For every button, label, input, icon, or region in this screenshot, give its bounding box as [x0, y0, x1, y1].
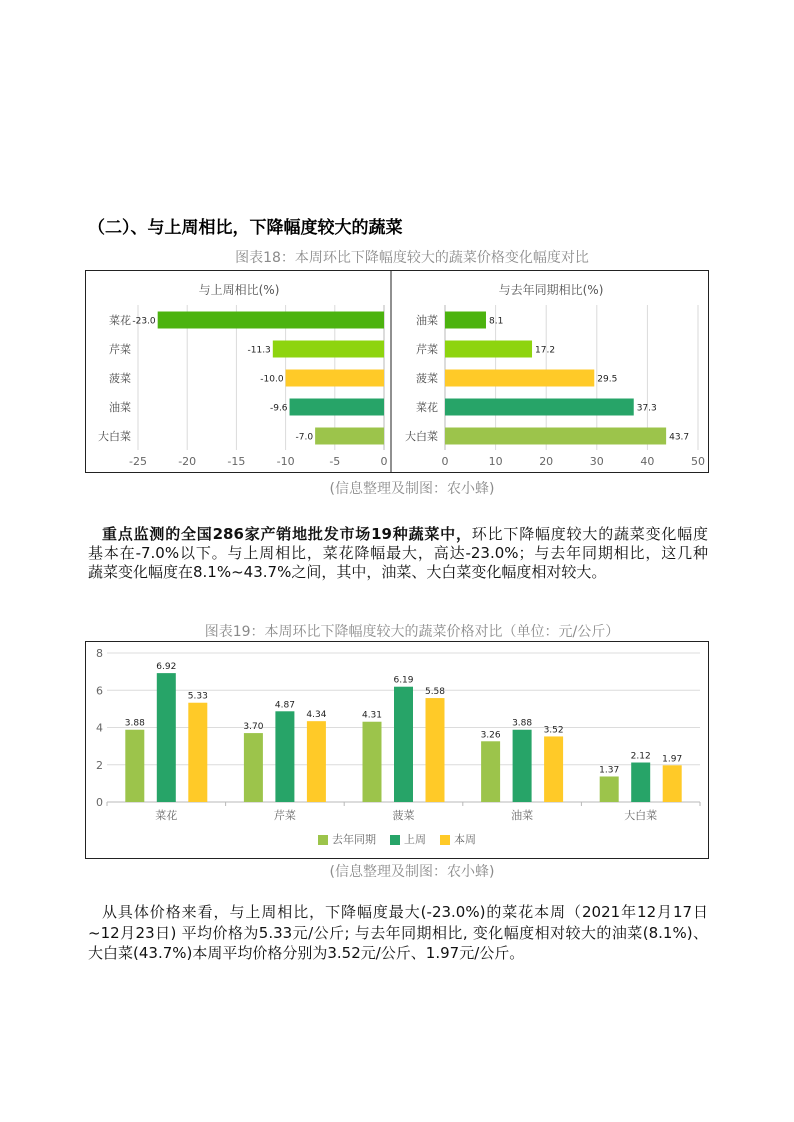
paragraph-2-line-2: ~12月23日) 平均价格为5.33元/公斤; 与去年同期相比, 变化幅度相对较大的油菜(8.1%)、	[88, 923, 708, 942]
week-change-x-tick-label: -15	[227, 455, 246, 468]
legend-label: 本周	[454, 833, 476, 846]
week-change-category-label: 菜花	[109, 314, 131, 327]
year-change-category-label: 油菜	[416, 314, 438, 327]
price-value-label: 1.37	[599, 765, 620, 776]
price-value-label: 5.58	[424, 687, 446, 698]
week-change-value-label: -9.6	[269, 403, 288, 414]
paragraph-1-line-1-rest: 环比下降幅度较大的蔬菜变化幅度	[471, 525, 708, 543]
year-change-category-label: 大白菜	[405, 430, 438, 443]
price-category-label: 油菜	[511, 809, 534, 822]
week-change-value-label: -11.3	[247, 345, 271, 356]
week-change-x-tick-label: -20	[178, 455, 197, 468]
section-heading: （二）、与上周相比，下降幅度较大的蔬菜	[88, 218, 403, 238]
legend-swatch	[318, 835, 328, 845]
price-bar	[275, 711, 294, 802]
price-bar	[544, 736, 563, 802]
week-change-bar	[286, 370, 384, 387]
year-change-value-label: 37.3	[636, 403, 657, 414]
price-value-label: 3.88	[124, 718, 145, 729]
year-change-bar	[445, 428, 666, 445]
figure19-caption: 图表19：本周环比下降幅度较大的蔬菜价格对比（单位：元/公斤）	[204, 624, 620, 640]
week-change-x-tick-label: -5	[329, 455, 341, 468]
week-change-category-label: 油菜	[109, 401, 131, 414]
year-change-x-tick-label: 30	[589, 455, 604, 468]
year-change-panel-title: 与去年同期相比(%)	[498, 283, 604, 297]
price-y-tick-label: 8	[96, 647, 103, 660]
week-change-panel-title: 与上周相比(%)	[198, 283, 280, 297]
legend-swatch	[440, 835, 450, 845]
price-bar	[244, 733, 263, 802]
price-y-tick-label: 4	[96, 721, 103, 735]
price-bar	[157, 673, 176, 802]
year-change-category-label: 芹菜	[416, 343, 438, 356]
week-change-category-label: 大白菜	[98, 430, 131, 443]
year-change-bar	[445, 399, 634, 416]
price-value-label: 1.97	[662, 754, 683, 765]
price-value-label: 5.33	[187, 691, 208, 702]
change-rate-bar-chart	[85, 270, 709, 473]
price-bar	[663, 765, 682, 802]
price-bar	[426, 698, 445, 802]
year-change-category-label: 菠菜	[416, 372, 438, 385]
paragraph-2-line-1: 从具体价格来看，与上周相比，下降幅度最大(-23.0%)的菜花本周（2021年12月17日	[102, 903, 708, 921]
price-value-label: 4.31	[361, 710, 383, 721]
price-category-label: 菜花	[155, 809, 178, 822]
price-bar	[188, 703, 207, 802]
price-y-tick-label: 2	[96, 758, 103, 772]
price-value-label: 6.19	[393, 675, 414, 686]
year-change-x-tick-label: 50	[691, 455, 705, 468]
figure18-chart	[85, 270, 709, 473]
price-value-label: 3.52	[543, 725, 564, 736]
price-grouped-bar-chart	[85, 641, 709, 859]
legend-swatch	[390, 835, 400, 845]
week-change-bar	[273, 341, 384, 358]
legend-item	[440, 833, 476, 847]
week-change-value-label: -23.0	[132, 316, 156, 327]
year-change-x-tick-label: 20	[539, 455, 554, 468]
year-change-x-tick-label: 10	[488, 455, 503, 468]
paragraph-1-line-1	[88, 525, 708, 544]
price-bar	[600, 776, 619, 802]
price-bar	[394, 687, 413, 802]
price-category-label: 芹菜	[273, 809, 296, 822]
week-change-category-label: 芹菜	[109, 343, 131, 356]
year-change-x-tick-label: 40	[640, 455, 655, 468]
figure19-chart	[85, 641, 709, 859]
figure18-source: (信息整理及制图：农小蜂)	[329, 481, 495, 497]
year-change-x-tick-label: 0	[441, 455, 449, 468]
price-value-label: 2.12	[630, 751, 651, 762]
legend-item	[318, 833, 376, 847]
paragraph-2-line-3: 大白菜(43.7%)本周平均价格分别为3.52元/公斤、1.97元/公斤。	[88, 944, 525, 962]
year-change-bar	[445, 370, 594, 387]
year-change-value-label: 8.1	[488, 316, 504, 327]
price-value-label: 3.70	[243, 722, 264, 733]
paragraph-1-bold-lead: 重点监测的全国286家产销地批发市场19种蔬菜中，	[102, 525, 472, 543]
week-change-bar	[315, 428, 384, 445]
price-value-label: 3.88	[512, 718, 533, 729]
price-bar	[631, 763, 650, 802]
price-bar	[513, 730, 532, 802]
week-change-category-label: 菠菜	[109, 372, 131, 385]
year-change-value-label: 17.2	[535, 345, 556, 356]
price-value-label: 4.87	[274, 700, 295, 711]
paragraph-1	[88, 525, 708, 582]
week-change-x-tick-label: -10	[276, 455, 295, 468]
price-value-label: 4.34	[306, 710, 327, 721]
week-change-value-label: -7.0	[295, 432, 314, 443]
paragraph-1-line-3: 蔬菜变化幅度在8.1%~43.7%之间，其中，油菜、大白菜变化幅度相对较大。	[88, 563, 607, 581]
week-change-bar	[290, 399, 384, 416]
chart-legend	[85, 833, 709, 847]
week-change-value-label: -10.0	[260, 374, 284, 385]
price-bar	[363, 722, 382, 802]
year-change-category-label: 菜花	[416, 401, 438, 414]
week-change-x-tick-label: -25	[129, 455, 147, 468]
legend-label: 上周	[404, 833, 426, 846]
year-change-value-label: 43.7	[669, 432, 690, 443]
year-change-bar	[445, 341, 532, 358]
price-bar	[481, 741, 500, 802]
figure19-source: (信息整理及制图：农小蜂)	[329, 864, 495, 880]
price-y-tick-label: 0	[96, 796, 103, 809]
price-value-label: 6.92	[156, 662, 177, 673]
price-bar	[307, 721, 326, 802]
price-y-tick-label: 6	[96, 684, 103, 698]
paragraph-2	[88, 902, 708, 964]
year-change-bar	[445, 312, 486, 329]
figure18-caption: 图表18：本周环比下降幅度较大的蔬菜价格变化幅度对比	[235, 250, 589, 266]
price-value-label: 3.26	[480, 730, 501, 741]
price-category-label: 大白菜	[624, 809, 658, 822]
week-change-bar	[158, 312, 384, 329]
legend-item	[390, 833, 426, 847]
year-change-value-label: 29.5	[597, 374, 618, 385]
paragraph-1-line-2: 基本在-7.0%以下。与上周相比，菜花降幅最大，高达-23.0%；与去年同期相比，这几种	[88, 544, 708, 562]
legend-label: 去年同期	[332, 833, 376, 846]
price-category-label: 菠菜	[392, 809, 415, 822]
week-change-x-tick-label: 0	[380, 455, 388, 468]
price-bar	[125, 730, 144, 802]
